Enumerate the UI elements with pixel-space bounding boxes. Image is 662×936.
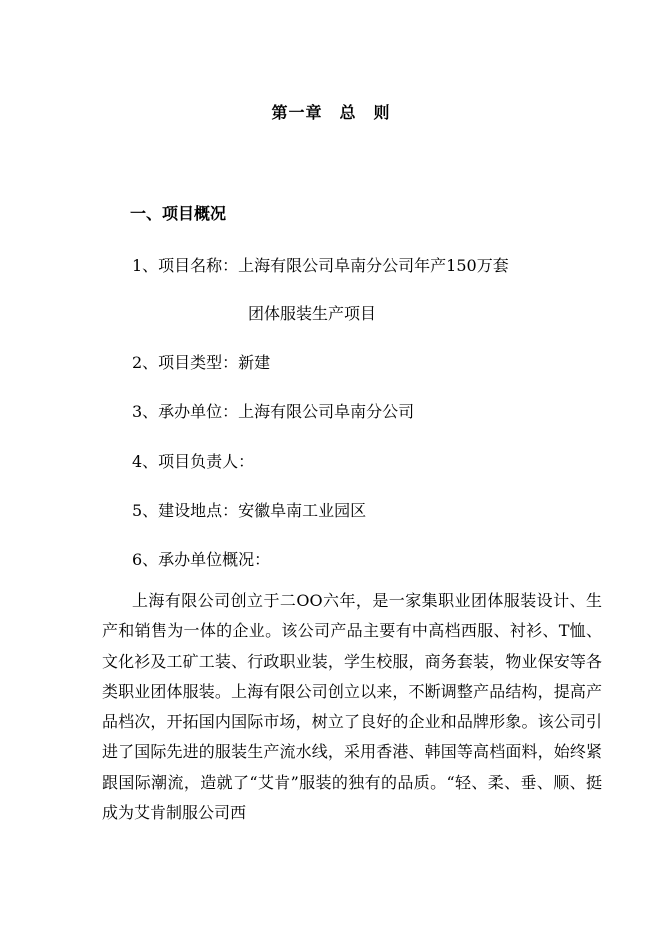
item-location: 5、建设地点：安徽阜南工业园区	[132, 501, 367, 520]
item-project-type: 2、项目类型：新建	[132, 353, 271, 372]
item-host-unit: 3、承办单位：上海有限公司阜南分公司	[132, 402, 415, 421]
item-project-name: 1、项目名称：上海有限公司阜南分公司年产150万套	[132, 256, 509, 275]
item-host-overview: 6、承办单位概况：	[132, 550, 271, 569]
body-paragraph: 上海有限公司创立于二OO六年，是一家集职业团体服装设计、生产和销售为一体的企业。该公司产品主要有中高档西服、衬衫、T恤、文化衫及工矿工装、行政职业装，学生校服，商务套装，物业保安等各类职业团体服装。上海有限公司创立以来，不断调整产品结构，提高产品档次，开拓国内国际市场，树立了良好的企业和品牌形象。该公司引进了国际先进的服装生产流水线，采用香港、韩国等高档面料，始终紧跟国际潮流，造就了“艾肯”服装的独有的品质。“轻、柔、垂、顺、挺成为艾肯制服公司西	[102, 591, 602, 823]
section-heading: 一、项目概况	[130, 204, 227, 223]
chapter-title: 第一章 总 则	[271, 103, 391, 122]
item-project-lead: 4、项目负责人：	[132, 452, 255, 471]
item-project-name-continued: 团体服装生产项目	[248, 304, 377, 323]
